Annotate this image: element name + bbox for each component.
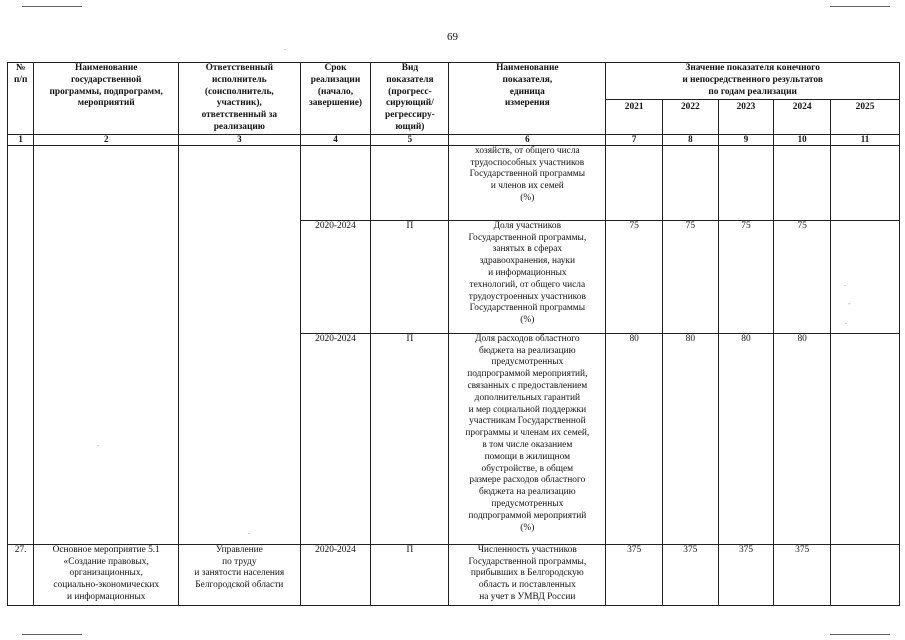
column-number: 7 [606, 134, 663, 145]
column-number: 3 [179, 134, 300, 145]
header-year: 2023 [718, 99, 774, 134]
row-value: 75 [718, 220, 774, 333]
row-value [606, 145, 663, 220]
row-value: 80 [662, 333, 718, 544]
row-value [831, 220, 900, 333]
row-value [662, 145, 718, 220]
header-year: 2022 [662, 99, 718, 134]
column-number: 9 [718, 134, 774, 145]
row-value: 375 [662, 544, 718, 605]
row-number: 27. [8, 544, 34, 605]
row-value: 375 [774, 544, 831, 605]
column-number: 1 [8, 134, 34, 145]
top-right-rule [830, 6, 890, 7]
bottom-right-rule [830, 634, 890, 635]
header-program-name: Наименование государственной программы, подпрограмм, мероприятий [34, 63, 179, 135]
row-program-name [34, 145, 179, 544]
scan-speck: . [97, 439, 99, 448]
indicator-table [7, 62, 900, 606]
header-period: Срок реализации (начало, завершение) [300, 63, 371, 135]
column-number: 4 [300, 134, 371, 145]
page-number: 69 [447, 31, 458, 43]
header-executor: Ответственный исполнитель (соисполнитель, участник), ответственный за реализацию [179, 63, 300, 135]
header-year: 2024 [774, 99, 831, 134]
column-number: 2 [34, 134, 179, 145]
table-row [8, 145, 900, 220]
row-value [718, 145, 774, 220]
column-numbers-row [8, 134, 900, 145]
row-value: 75 [662, 220, 718, 333]
row-period: 2020-2024 [300, 220, 371, 333]
row-value [831, 333, 900, 544]
row-period: 2020-2024 [300, 333, 371, 544]
row-value [831, 145, 900, 220]
scan-speck: . [844, 279, 846, 288]
row-period: 2020-2024 [300, 544, 371, 605]
header-number: № п/п [8, 63, 34, 135]
row-indicator-type: П [371, 544, 449, 605]
row-value: 75 [606, 220, 663, 333]
header-year: 2021 [606, 99, 663, 134]
table-row [8, 544, 900, 605]
row-number [8, 145, 34, 544]
row-value: 375 [718, 544, 774, 605]
row-indicator-name: хозяйств, от общего числа трудоспособных участников Государственной программы и членов их семей (%) [449, 145, 606, 220]
row-program-name: Основное мероприятие 5.1 «Создание правовых, организационных, социально-экономических и информационных [34, 544, 179, 605]
top-left-rule [22, 6, 82, 7]
row-value [831, 544, 900, 605]
row-executor: Управление по труду и занятости населения Белгородской области [179, 544, 300, 605]
header-row [8, 63, 900, 100]
row-value: 375 [606, 544, 663, 605]
header-values-group: Значение показателя конечного и непосредственного результатов по годам реализации [606, 63, 900, 100]
row-value: 80 [774, 333, 831, 544]
row-indicator-name: Доля участников Государственной программы, занятых в сферах здравоохранения, науки и информационных технологий, от общего числа трудоустроенных участников Государственной программы (%) [449, 220, 606, 333]
scan-speck: . [284, 43, 286, 52]
row-value: 80 [606, 333, 663, 544]
header-year: 2025 [831, 99, 900, 134]
row-value [774, 145, 831, 220]
header-indicator-type: Вид показателя (прогресс- сирующий/ регрессиру- ющий) [371, 63, 449, 135]
row-indicator-type [371, 145, 449, 220]
row-indicator-type: П [371, 333, 449, 544]
scan-speck: . [248, 527, 250, 536]
row-value: 80 [718, 333, 774, 544]
row-value: 75 [774, 220, 831, 333]
row-period [300, 145, 371, 220]
column-number: 8 [662, 134, 718, 145]
row-indicator-name: Доля расходов областного бюджета на реализацию предусмотренных подпрограммой мероприятий, связанных с предоставлением дополнительных гарантий и мер социальной поддержки участникам Государственной программы и членам их семей, в том числе оказанием помощи в жилищном обустройстве, в общем размере расходов областного бюджета на реализацию предусмотренных подпрограммой мероприятий (%) [449, 333, 606, 544]
row-executor [179, 145, 300, 544]
row-indicator-name: Численность участников Государственной программы, прибывших в Белгородскую область и поставленных на учет в УМВД России [449, 544, 606, 605]
header-indicator-name: Наименование показателя, единица измерения [449, 63, 606, 135]
column-number: 5 [371, 134, 449, 145]
bottom-left-rule [22, 634, 82, 635]
scan-speck: . [845, 317, 847, 326]
row-indicator-type: П [371, 220, 449, 333]
scan-speck: - [848, 299, 851, 308]
column-number: 11 [831, 134, 900, 145]
column-number: 6 [449, 134, 606, 145]
column-number: 10 [774, 134, 831, 145]
